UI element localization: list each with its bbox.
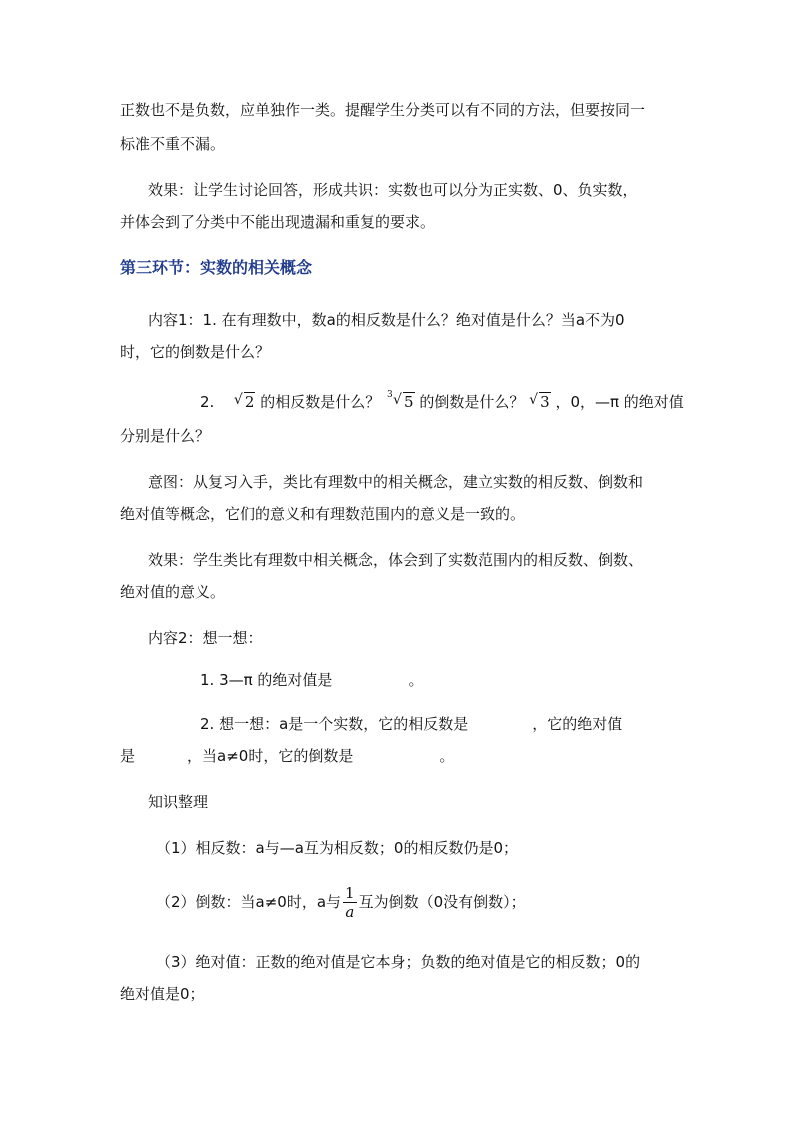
question-number: 2.: [200, 393, 215, 411]
question-text: ，0，—π 的绝对值: [555, 393, 684, 411]
paragraph-line: 意图：从复习入手，类比有理数中的相关概念，建立实数的相反数、倒数和: [148, 473, 644, 491]
section-heading: 第三环节：实数的相关概念: [120, 258, 313, 277]
question-line: [200, 392, 684, 412]
question-line: 1. 3—π 的绝对值是 。: [200, 671, 424, 689]
paragraph-line: 时，它的倒数是什么？: [120, 343, 271, 361]
knowledge-item: （1）相反数：a与—a互为相反数；0的相反数仍是0；: [156, 839, 519, 857]
paragraph-line: 绝对值等概念，它们的意义和有理数范围内的意义是一致的。: [120, 505, 526, 523]
paragraph-line: 正数也不是负数，应单独作一类。提醒学生分类可以有不同的方法，但要按同一: [120, 101, 646, 119]
question-line: 是 ，当a≠0时，它的倒数是 。: [120, 747, 455, 765]
sqrt-2: √ 2: [233, 392, 255, 411]
paragraph-line: 分别是什么？: [120, 427, 211, 445]
paragraph-line: 并体会到了分类中不能出现遗漏和重复的要求。: [120, 213, 436, 231]
question-text: 的倒数是什么？: [419, 393, 525, 411]
knowledge-item: （2）倒数：当a≠0时，a与 $\frac{1}{a}$ 互为倒数（0没有倒数）；: [156, 884, 526, 921]
paragraph-line: 标准不重不漏。: [120, 135, 226, 153]
knowledge-item: 绝对值是0；: [120, 985, 205, 1003]
paragraph-line: 内容1：1. 在有理数中，数a的相反数是什么？绝对值是什么？当a不为0: [148, 311, 625, 329]
cuberoot-5: 3 √ 5: [387, 390, 414, 411]
paragraph-line: 内容2：想一想：: [148, 629, 263, 647]
paragraph-line: 绝对值的意义。: [120, 583, 226, 601]
fraction-one-over-a: $\frac{1}{a}$: [345, 884, 355, 921]
question-line: 2. 想一想：a是一个实数，它的相反数是 ，它的绝对值: [200, 715, 623, 733]
knowledge-item: （3）绝对值：正数的绝对值是它本身；负数的绝对值是它的相反数；0的: [156, 953, 641, 971]
paragraph-line: 效果：让学生讨论回答，形成共识：实数也可以分为正实数、0、负实数，: [148, 181, 638, 199]
question-text: 的相反数是什么？: [260, 393, 381, 411]
subheading: 知识整理: [148, 793, 209, 811]
paragraph-line: 效果：学生类比有理数中相关概念，体会到了实数范围内的相反数、倒数、: [148, 551, 644, 569]
sqrt-3: √ 3: [529, 392, 550, 411]
